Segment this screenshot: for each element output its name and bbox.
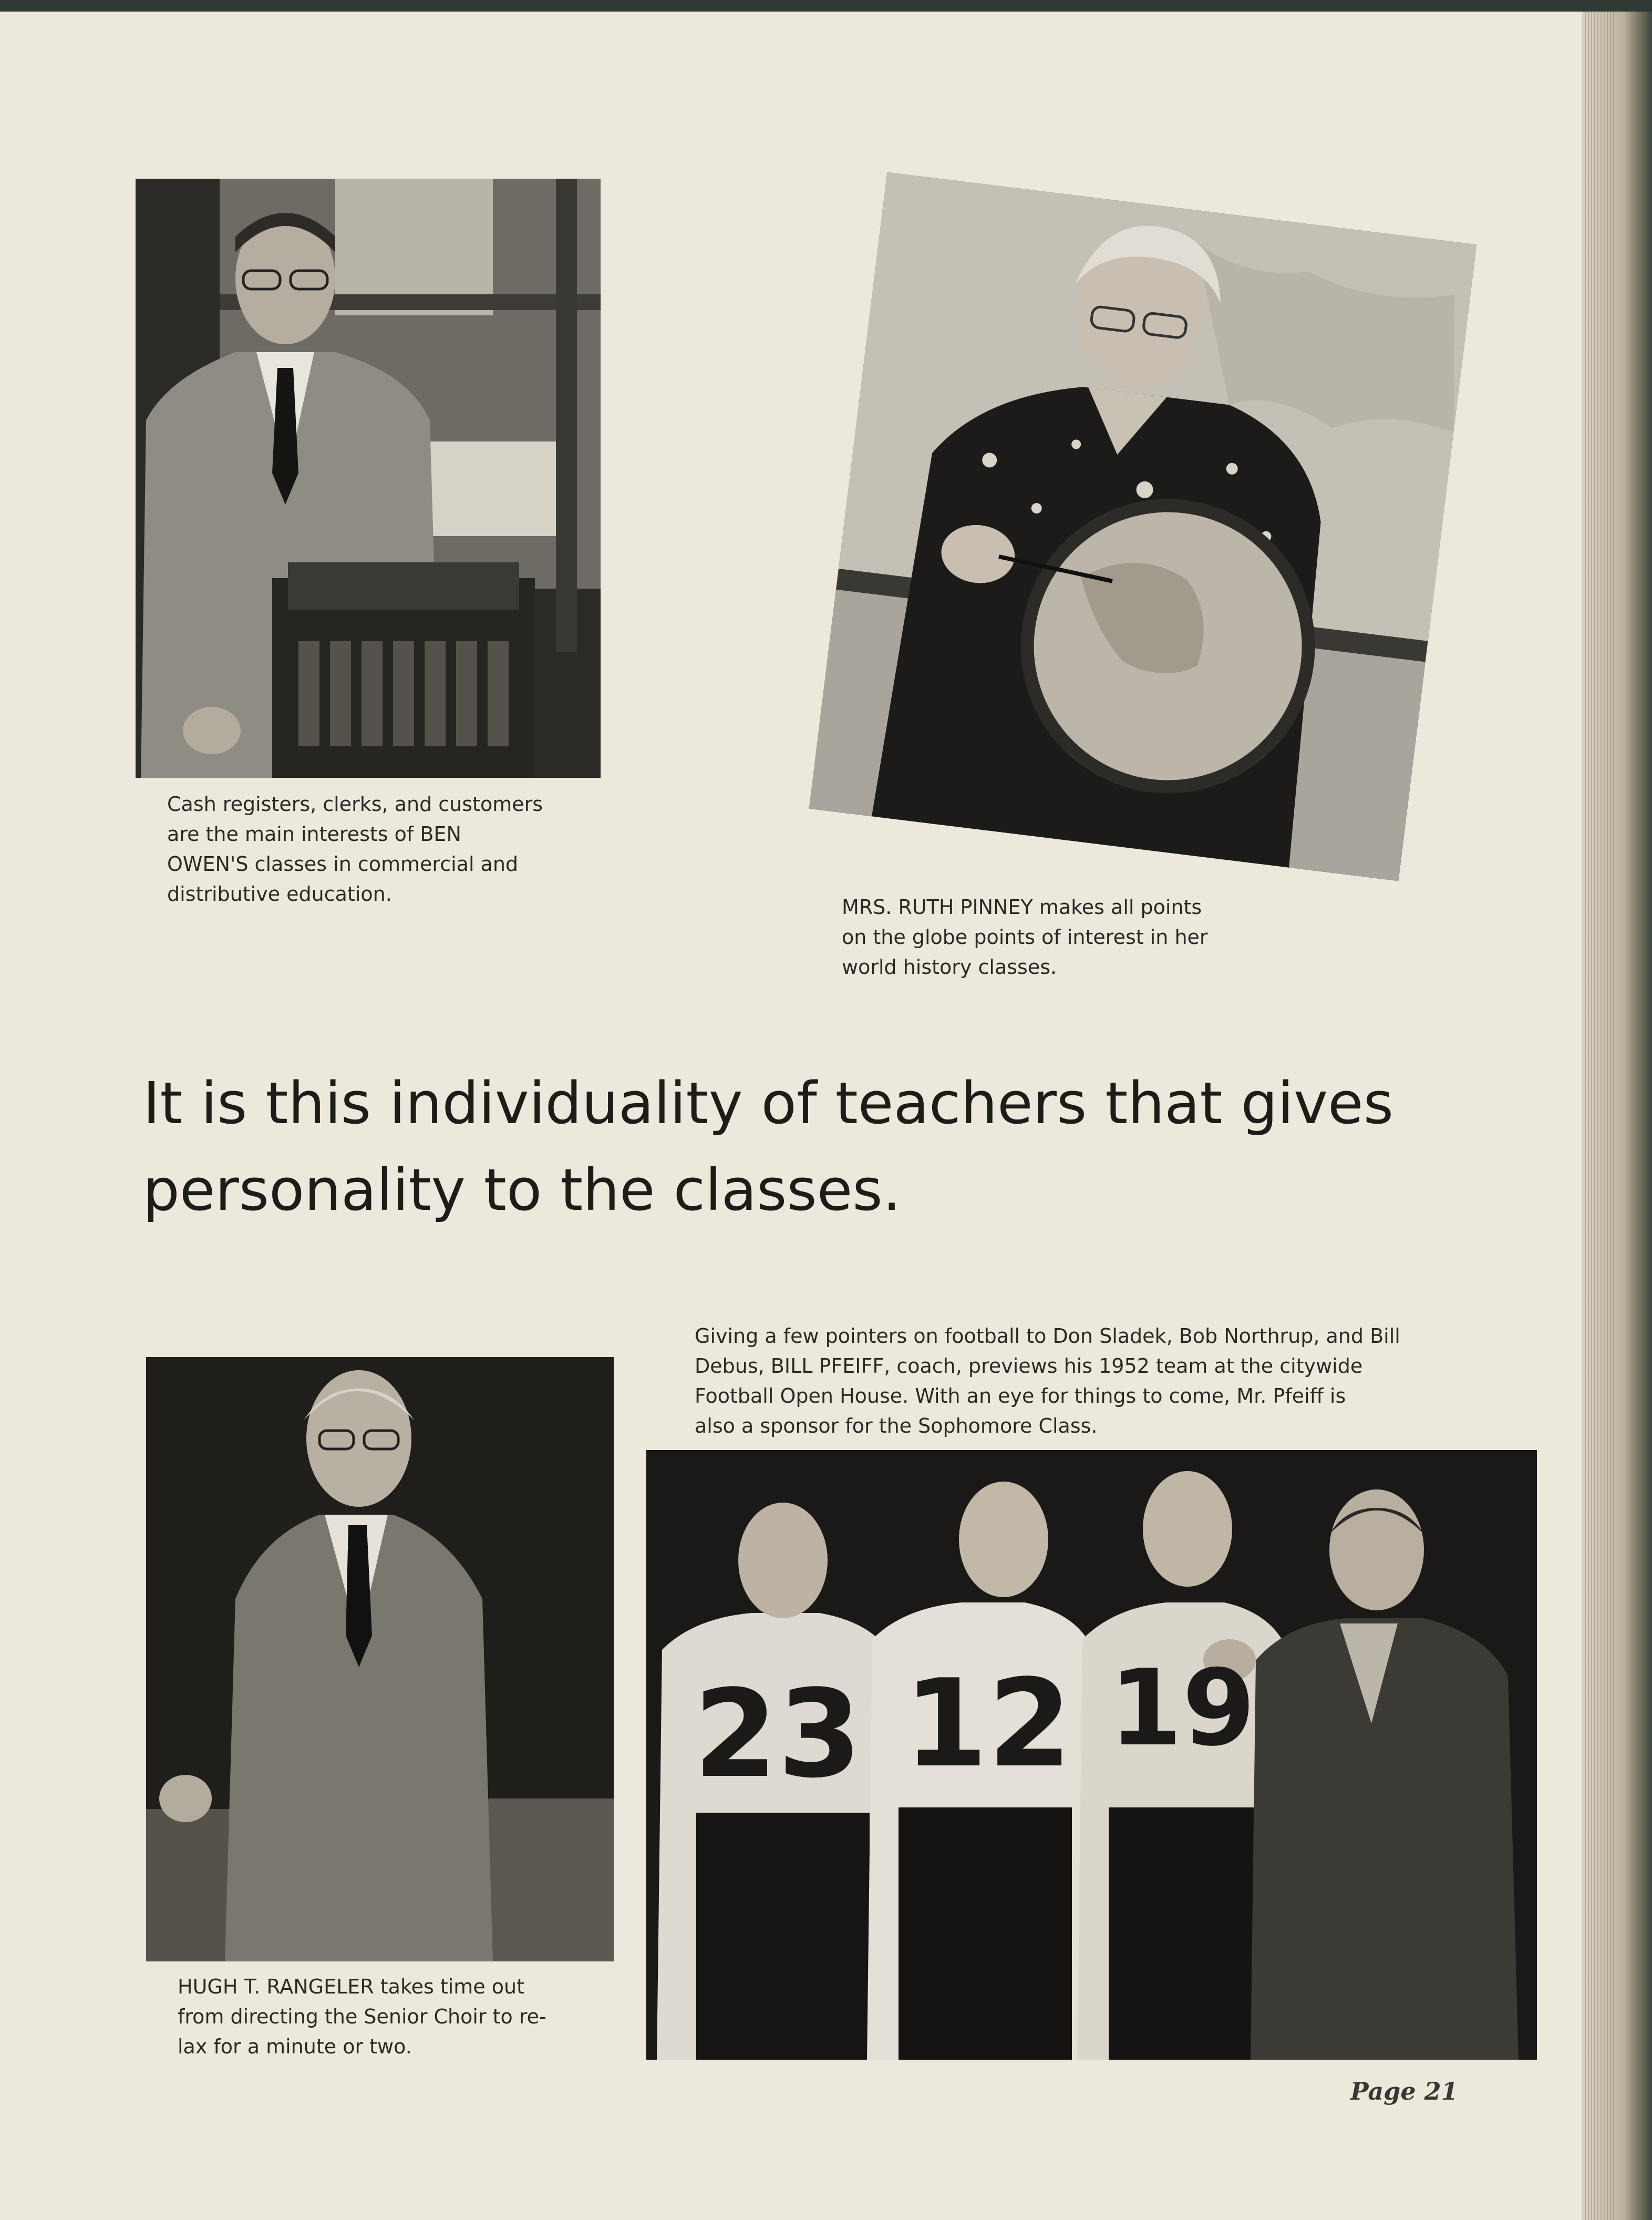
caption-line: lax for a minute or two. — [178, 2035, 412, 2058]
headline-line-1: It is this individuality of teachers that gives — [143, 1070, 1394, 1137]
photo-hugh-rangeler-image — [146, 1357, 614, 1961]
photo-ruth-pinney-image — [809, 172, 1477, 881]
book-page-edge — [1582, 12, 1652, 2220]
photo-bill-pfeiff-team — [646, 1450, 1537, 2060]
photo-bill-pfeiff-team-image — [646, 1450, 1537, 2060]
caption-line: world history classes. — [842, 955, 1057, 979]
caption-line: OWEN'S classes in commercial and — [167, 852, 519, 876]
yearbook-page — [0, 12, 1603, 2220]
caption-line: from directing the Senior Choir to re- — [178, 2005, 546, 2028]
jersey-number-19: 19 — [1109, 1647, 1256, 1770]
caption-line: are the main interests of BEN — [167, 823, 461, 846]
jersey-number-23: 23 — [693, 1664, 862, 1805]
photo-ben-owen — [136, 179, 601, 778]
caption-line: distributive education. — [167, 882, 392, 906]
caption-line: Debus, BILL PFEIFF, coach, previews his 1952 team at the citywide — [695, 1354, 1363, 1378]
caption-line: Football Open House. With an eye for things to come, Mr. Pfeiff is — [695, 1384, 1346, 1407]
caption-bill-pfeiff — [695, 1321, 1483, 1441]
photo-ben-owen-image — [136, 179, 601, 778]
page-number: Page 21 — [1350, 2077, 1458, 2105]
jersey-number-12: 12 — [903, 1654, 1072, 1794]
photo-hugh-rangeler — [146, 1357, 614, 1961]
photo-ruth-pinney — [809, 172, 1477, 881]
caption-ruth-pinney — [842, 892, 1288, 982]
caption-line: HUGH T. RANGELER takes time out — [178, 1975, 525, 1998]
caption-line: also a sponsor for the Sophomore Class. — [695, 1414, 1098, 1437]
caption-ben-owen — [167, 789, 577, 909]
caption-line: Cash registers, clerks, and customers — [167, 793, 543, 816]
headline-line-2: personality to the classes. — [143, 1156, 901, 1224]
caption-hugh-rangeler — [178, 1972, 587, 2062]
caption-line: on the globe points of interest in her — [842, 926, 1208, 949]
caption-line: MRS. RUTH PINNEY makes all points — [842, 896, 1202, 919]
caption-line: Giving a few pointers on football to Don Sladek, Bob Northrup, and Bill — [695, 1324, 1400, 1348]
page-headline — [143, 1060, 1457, 1234]
